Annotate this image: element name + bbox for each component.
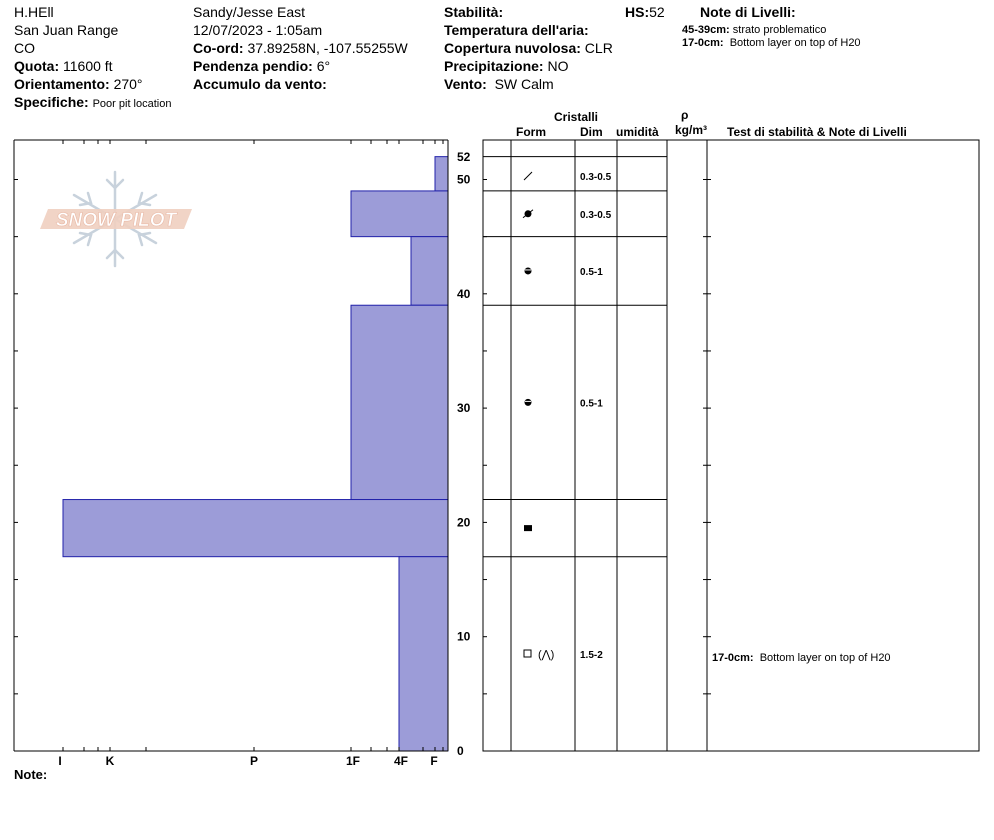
round-dot [525,399,532,406]
hardness-bars [63,157,448,751]
layer-note-1-text: strato problematico [732,24,827,36]
moisture-header: umidità [616,125,659,139]
air-temp-label: Temperatura dell'aria: [444,22,589,38]
hardness-label-1f: 1F [345,754,361,768]
stability-label: Stabilità: [444,4,504,20]
coord-label: Co-ord: [193,40,244,56]
crystal-size-2: 0.3-0.5 [580,209,612,221]
hardness-label-4f: 4F [393,754,409,768]
depth-hoar-symbol: (⋀) [538,649,555,661]
depth-label-0: 0 [457,744,464,758]
crystal-form-rounded-grains-icon [525,267,532,274]
wind-value: SW Calm [494,76,554,92]
slope-value: 6° [316,58,331,74]
crystal-form-decomposing-fragments-icon [523,210,533,218]
dim-header: Dim [580,125,603,139]
specifics-value: Poor pit location [92,98,172,110]
hardness-bar-6 [399,557,448,751]
crystal-form-precipitation-particles-icon [524,172,532,180]
hs-value: 52 [649,4,665,20]
precip-label: Precipitazione: [444,58,544,74]
layer-note-2-text: Bottom layer on top of H20 [729,37,861,49]
density-unit-header: kg/m³ [675,123,708,137]
wind-loading-label: Accumulo da vento: [193,76,327,92]
precip-stroke [524,172,532,180]
depth-label-20: 20 [457,515,471,530]
elevation-value: 11600 ft [63,58,113,74]
bottom-layer-note-range: 17-0cm: [712,652,754,664]
specifics-label: Specifiche: [14,94,89,110]
location: Sandy/Jesse East [193,4,306,20]
crystal-size-6: 1.5-2 [580,650,603,661]
layer-note-2-range: 17-0cm: [682,37,724,49]
snowpilot-logo [40,172,192,266]
hardness-bar-1 [435,157,448,191]
layer-notes-label: Note di Livelli: [700,4,796,20]
crystal-size-1: 0.3-0.5 [580,172,612,183]
stability-notes-header: Test di stabilità & Note di Livelli [727,125,907,139]
wind-label: Vento: [444,76,487,92]
rho-header: ρ [681,108,689,122]
bottom-layer-note [712,652,891,665]
observer: H.HEll [14,4,54,20]
depth-label-50: 50 [457,172,471,187]
hardness-bar-4 [351,305,448,499]
hardness-bar-5 [63,500,448,557]
crystal-size-3: 0.5-1 [580,266,603,278]
hardness-bar-2 [351,191,448,237]
slope-label: Pendenza pendio: [193,58,313,74]
crystal-size-4: 0.5-1 [580,398,603,410]
crust-block [524,525,532,531]
crystals-header: Cristalli [554,110,599,124]
bottom-layer-note-text: Bottom layer on top of H20 [759,652,891,664]
logo-text: SNOW PILOT [55,210,177,231]
precip-value: NO [547,58,569,74]
crystal-form-faceted-and-depth-hoar-icon [524,649,554,661]
depth-label-30: 30 [457,401,471,416]
hs-label: HS: [625,4,650,20]
hardness-label-f: F [430,754,438,768]
datetime: 12/07/2023 - 1:05am [193,22,323,38]
form-header: Form [516,125,546,139]
state: CO [14,40,35,56]
hardness-label-i: I [58,754,62,768]
crystal-form-melt-freeze-crust-icon [524,525,532,531]
hardness-label-k: K [105,754,115,768]
cloud-label: Copertura nuvolosa: [444,40,581,56]
hardness-label-p: P [249,754,259,768]
facet-square [524,650,531,657]
crystal-form-rounded-grains-icon [525,399,532,406]
elevation-label: Quota: [14,58,60,74]
aspect-value: 270° [113,76,143,92]
round-dot [525,267,532,274]
depth-label-10: 10 [457,629,471,644]
range: San Juan Range [14,22,119,38]
notes-label: Note: [14,767,48,782]
coord-value: 37.89258N, -107.55255W [247,40,408,56]
hardness-bar-3 [411,237,448,306]
depth-label-40: 40 [457,286,471,301]
layer-note-1-range: 45-39cm: [682,24,730,36]
aspect-label: Orientamento: [14,76,110,92]
cloud-value: CLR [584,40,613,56]
depth-label-52: 52 [457,150,471,164]
